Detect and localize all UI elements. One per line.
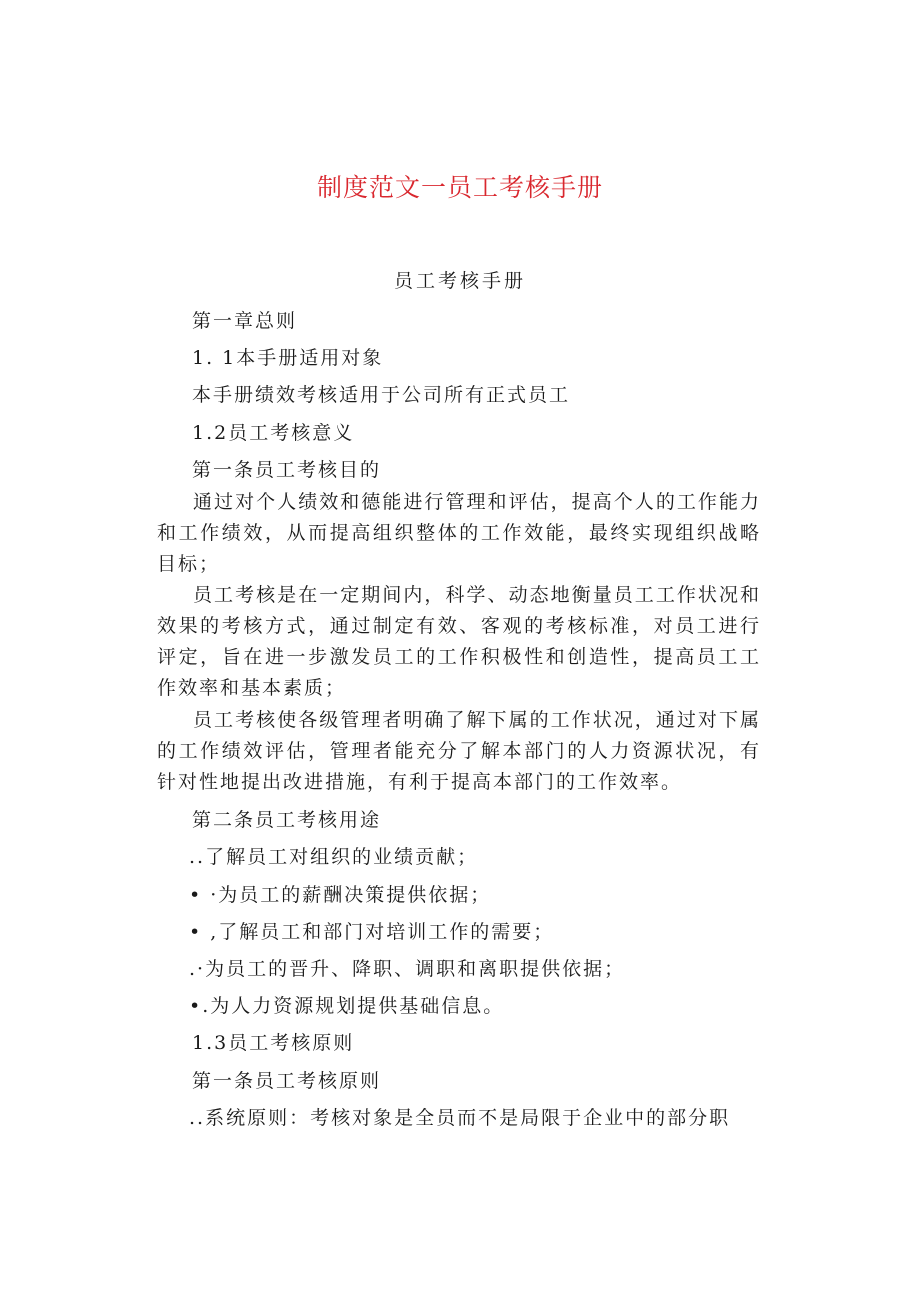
list-item: •.为人力资源规划提供基础信息。 <box>189 995 505 1017</box>
section-heading-1-3: 1.3员工考核原则 <box>192 1032 355 1054</box>
section-heading-1-2: 1.2员工考核意义 <box>192 422 355 444</box>
paragraph-2: 员工考核是在一定期间内，科学、动态地衡量员工工作状况和效果的考核方式，通过制定有效、客观的考核标准，对员工进行评定，旨在进一步激发员工的工作积极性和创造性，提高员工工作效率和基本素质； <box>157 584 761 699</box>
list-item: ..了解员工对组织的业绩贡献； <box>189 846 479 868</box>
paragraph-3: 员工考核使各级管理者明确了解下属的工作状况，通过对下属的工作绩效评估，管理者能充分了解本部门的人力资源状况，有针对性地提出改进措施，有利于提高本部门的工作效率。 <box>157 709 761 793</box>
document-title: 制度范文一员工考核手册 <box>316 173 603 202</box>
article-heading-1: 第一条员工考核目的 <box>192 459 382 481</box>
section-heading-1-1: 1. 1本手册适用对象 <box>192 347 384 369</box>
principle-line: ..系统原则：考核对象是全员而不是局限于企业中的部分职 <box>189 1107 731 1129</box>
section-text-1-1: 本手册绩效考核适用于公司所有正式员工 <box>192 384 571 406</box>
article-heading-3: 第一条员工考核原则 <box>192 1070 382 1092</box>
list-item: • ,了解员工和部门对培训工作的需要； <box>189 921 555 943</box>
paragraph-1: 通过对个人绩效和德能进行管理和评估，提高个人的工作能力和工作绩效，从而提高组织整体的工作效能，最终实现组织战略目标； <box>157 491 761 575</box>
chapter-heading: 第一章总则 <box>192 310 298 332</box>
manual-title: 员工考核手册 <box>393 270 526 292</box>
article-heading-2: 第二条员工考核用途 <box>192 809 382 831</box>
list-item: • ·为员工的薪酬决策提供依据； <box>189 884 492 906</box>
list-item: .·为员工的晋升、降职、调职和离职提供依据； <box>189 958 626 980</box>
